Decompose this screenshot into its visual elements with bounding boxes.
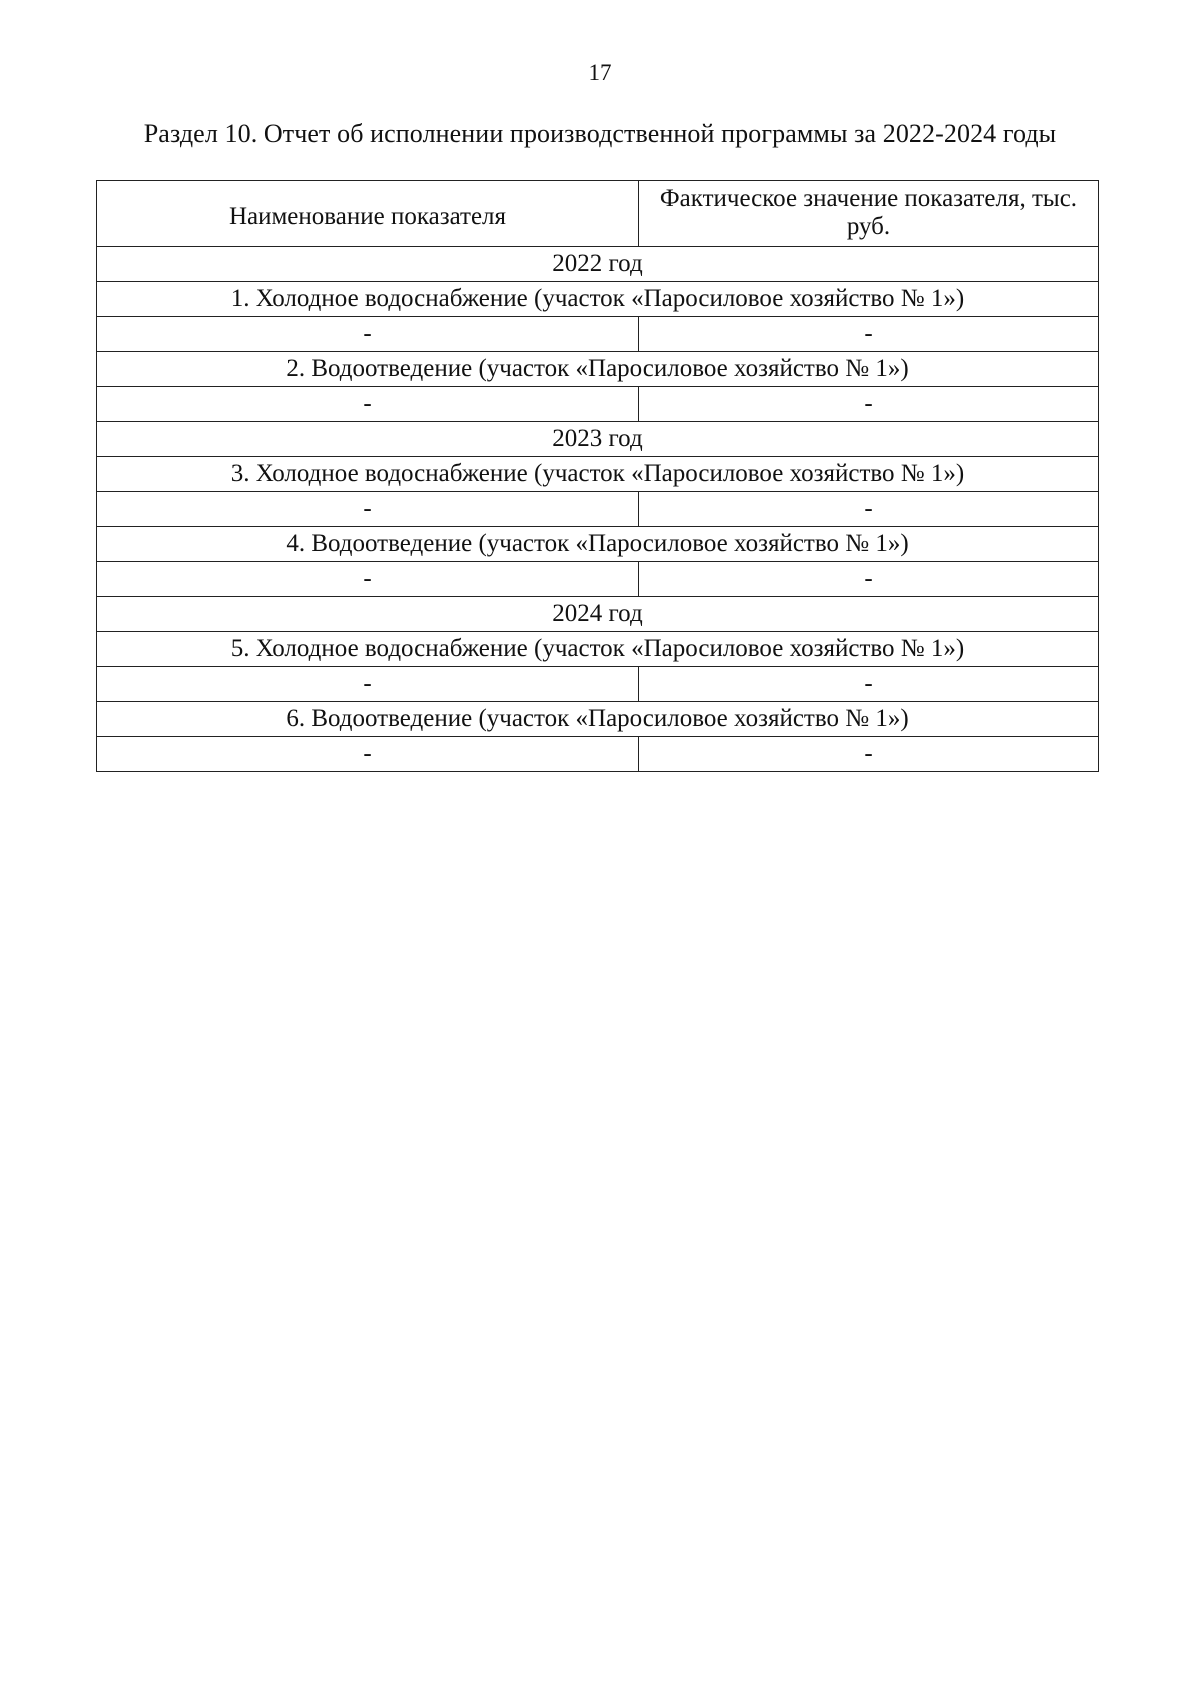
indicator-value-cell: -	[639, 492, 1099, 527]
year-label: 2024 год	[97, 597, 1099, 632]
page-number: 17	[588, 60, 612, 85]
indicator-name-cell: -	[97, 562, 639, 597]
table-row	[97, 562, 1099, 597]
group-title: 6. Водоотведение (участок «Паросиловое хозяйство № 1»)	[97, 702, 1099, 737]
group-title: 1. Холодное водоснабжение (участок «Паросиловое хозяйство № 1»)	[97, 282, 1099, 317]
table-row	[97, 317, 1099, 352]
table-row	[97, 667, 1099, 702]
indicator-name-cell: -	[97, 317, 639, 352]
group-title: 2. Водоотведение (участок «Паросиловое хозяйство № 1»)	[97, 352, 1099, 387]
year-row	[97, 597, 1099, 632]
header-actual-value: Фактическое значение показателя, тыс. руб.	[639, 181, 1099, 247]
indicator-name-cell: -	[97, 387, 639, 422]
year-label: 2022 год	[97, 247, 1099, 282]
indicator-value-cell: -	[639, 667, 1099, 702]
indicator-name-cell: -	[97, 667, 639, 702]
year-label: 2023 год	[97, 422, 1099, 457]
year-row	[97, 422, 1099, 457]
group-title: 5. Холодное водоснабжение (участок «Паросиловое хозяйство № 1»)	[97, 632, 1099, 667]
year-row	[97, 247, 1099, 282]
table-row	[97, 737, 1099, 772]
group-row	[97, 457, 1099, 492]
table-row	[97, 387, 1099, 422]
group-row	[97, 352, 1099, 387]
group-row	[97, 632, 1099, 667]
header-indicator-name: Наименование показателя	[97, 181, 639, 247]
section-title: Раздел 10. Отчет об исполнении производственной программы за 2022-2024 годы	[143, 119, 1057, 148]
table-row	[97, 492, 1099, 527]
group-row	[97, 702, 1099, 737]
indicator-value-cell: -	[639, 317, 1099, 352]
indicator-name-cell: -	[97, 737, 639, 772]
indicator-value-cell: -	[639, 387, 1099, 422]
group-row	[97, 527, 1099, 562]
table-header-row	[97, 181, 1099, 247]
indicator-value-cell: -	[639, 562, 1099, 597]
group-title: 3. Холодное водоснабжение (участок «Паросиловое хозяйство № 1»)	[97, 457, 1099, 492]
group-title: 4. Водоотведение (участок «Паросиловое хозяйство № 1»)	[97, 527, 1099, 562]
report-table	[96, 180, 1099, 772]
indicator-value-cell: -	[639, 737, 1099, 772]
group-row	[97, 282, 1099, 317]
indicator-name-cell: -	[97, 492, 639, 527]
